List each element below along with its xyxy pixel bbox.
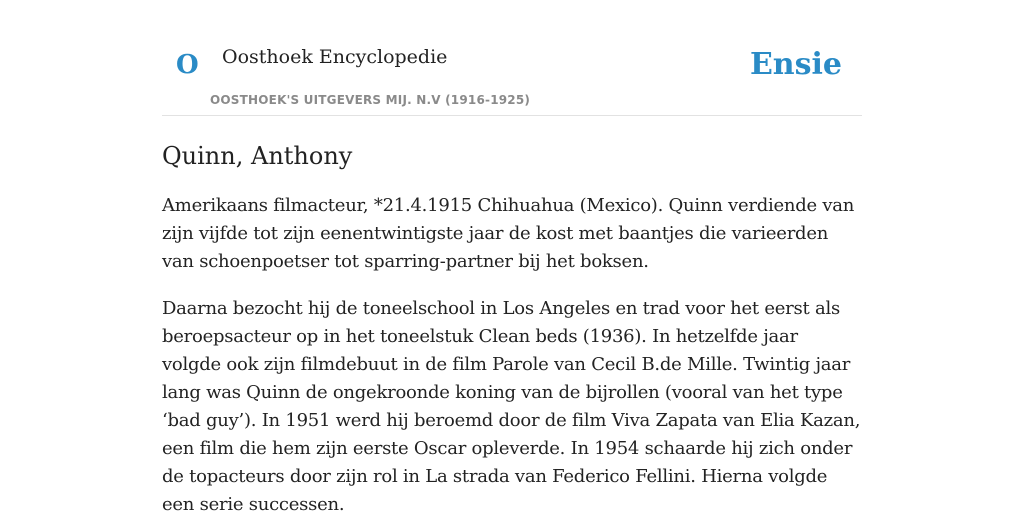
article-paragraph: Daarna bezocht hij de toneelschool in Los Angeles en trad voor het eerst als beroepsacteur op in het toneelstuk Clean beds (1936). In hetzelfde jaar volgde ook zijn filmdebuut in de film Parole van Cecil B.de Mille. Twintig jaar lang was Quinn de ongekroonde koning van de bijrollen (vooral van het type ‘bad guy’). In 1951 werd hij beroemd door de film Viva Zapata van Elia Kazan, een film die hem zijn eerste Oscar opleverde. In 1954 schaarde hij zich onder de topacteurs door zijn rol in La strada van Federico Fellini. Hierna volgde een serie successen. (162, 297, 861, 515)
publisher-label: OOSTHOEK'S UITGEVERS MIJ. N.V (1916-1925) (210, 93, 531, 107)
article-title: Quinn, Anthony (162, 142, 353, 170)
source-title-link[interactable]: Oosthoek Encyclopedie (222, 46, 448, 68)
ensie-logo-link[interactable]: Ensie (749, 47, 842, 82)
article-paragraph: Amerikaans filmacteur, *21.4.1915 Chihuahua (Mexico). Quinn verdiende van zijn vijfde tot zijn eenentwintigste jaar de kost met baantjes die varieerden van schoenpoetser tot sparring-partner bij het boksen. (162, 194, 855, 272)
article-body (162, 192, 862, 519)
source-header (162, 0, 862, 116)
source-logo[interactable]: O (176, 50, 199, 80)
article-page (162, 0, 862, 515)
